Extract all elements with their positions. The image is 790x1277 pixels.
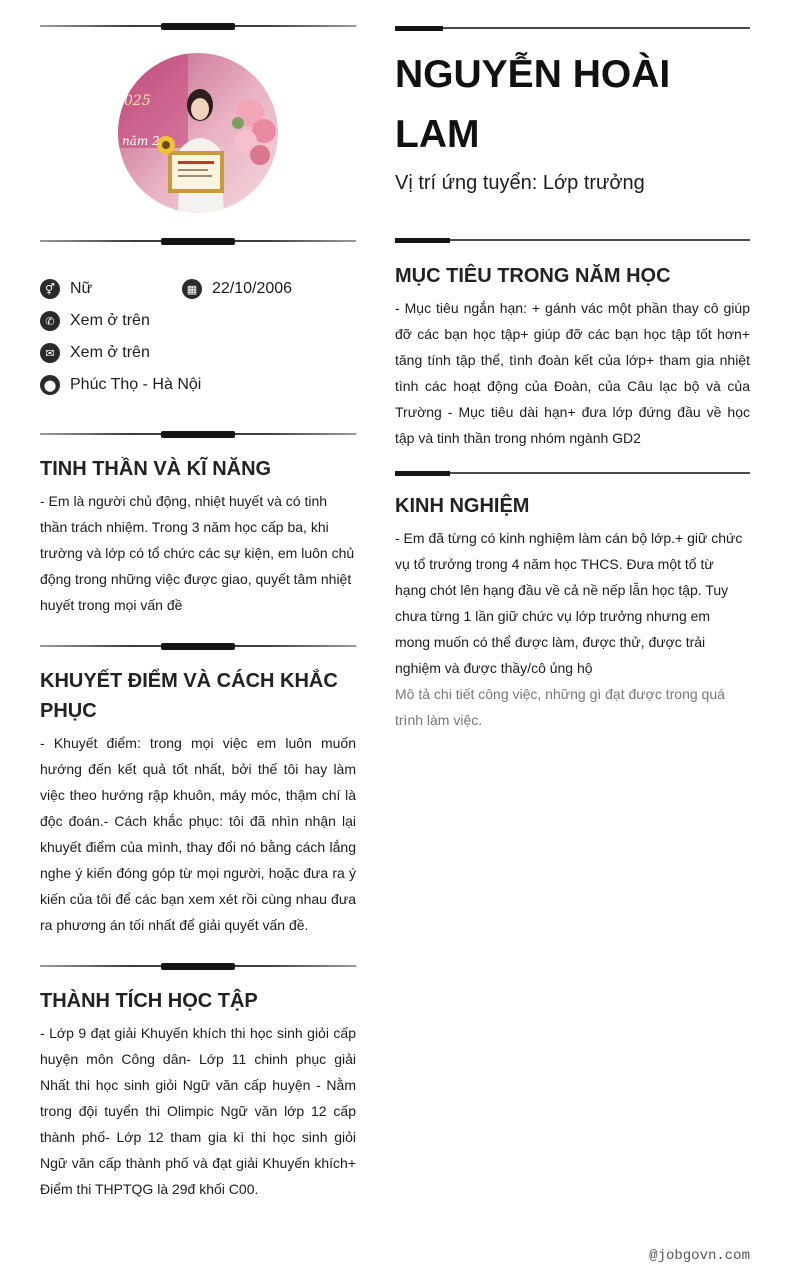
gender-icon: ⚥ — [40, 279, 60, 299]
address-value: Phúc Thọ - Hà Nội — [70, 376, 202, 393]
svg-text:năm 2: năm 2 — [122, 134, 160, 148]
goals-title: MỤC TIÊU TRONG NĂM HỌC — [395, 265, 671, 287]
experience-title: KINH NGHIỆM — [395, 495, 530, 517]
calendar-icon: ▦ — [182, 279, 202, 299]
weakness-title: KHUYẾT ĐIỂM VÀ CÁCH KHẮC PHỤC — [40, 670, 338, 722]
experience-placeholder: Mô tả chi tiết công việc, những gì đạt được trong quá trình làm việc. — [395, 686, 725, 728]
achievements-title: THÀNH TÍCH HỌC TẬP — [40, 990, 258, 1012]
avatar — [118, 53, 278, 213]
candidate-name: NGUYỄN HOÀI LAM — [395, 53, 671, 156]
mail-icon: ✉ — [40, 343, 60, 363]
location-icon: ⬤ — [40, 375, 60, 395]
section-divider — [40, 963, 356, 970]
section-divider — [395, 471, 750, 476]
footer-watermark: @jobgovn.com — [649, 1248, 750, 1264]
birthday-value: 22/10/2006 — [212, 280, 293, 297]
section-divider — [40, 643, 356, 650]
weakness-body: - Khuyết điểm: trong mọi việc em luôn muốn hướng đến kết quả tốt nhất, bởi thế tôi hay làm việc theo hướng rập khuôn, máy móc, thậm chí là độc đoán.- Cách khắc phục: tôi đã nhìn nhận lại khuyết điểm của mình, thay đổi nó bằng cách lắng nghe ý kiến đóng góp từ mọi người, hoặc đưa ra ý kiến của tôi để các bạn xem xét rồi cùng nhau đưa ra phương án tối nhất để giải quyết vấn đề. — [40, 735, 356, 933]
experience-body: - Em đã từng có kinh nghiệm làm cán bộ lớp.+ giữ chức vụ tổ trưởng trong 4 năm học THCS. Đưa một tổ từ hạng chót lên hạng đầu về cả nề nếp lẫn học tập. Tuy chưa từng 1 lần giữ chức vụ lớp trưởng nhưng em mong muốn có thể được làm, được thử, được trải nghiệm và được thầy/cô ủng hộ — [395, 530, 743, 676]
phone-row — [40, 311, 150, 331]
gender-value: Nữ — [70, 280, 93, 297]
skills-body: - Em là người chủ động, nhiệt huyết và có tinh thần trách nhiệm. Trong 3 năm học cấp ba, khi trường và lớp có tổ chức các sự kiện, em luôn chủ động trong những việc được giao, quyết tâm nhiệt huyết trong mọi vấn đề — [40, 493, 355, 613]
phone-value: Xem ở trên — [70, 312, 150, 329]
svg-text:025: 025 — [124, 93, 151, 109]
position-label: Vị trí ứng tuyển: Lớp trưởng — [395, 172, 645, 194]
avatar-photo — [118, 53, 278, 213]
section-divider — [40, 431, 356, 438]
email-row — [40, 343, 150, 363]
phone-icon: ✆ — [40, 311, 60, 331]
section-divider — [395, 238, 750, 243]
address-row — [40, 375, 201, 395]
goals-body: - Mục tiêu ngắn hạn: + gánh vác một phần thay cô giúp đỡ các bạn học tập+ giúp đỡ các bạn học tập tốt hơn+ tăng tính tập thể, tình đoàn kết của lớp+ tham gia nhiệt tình các hoạt động của Đoàn, của Câu lạc bộ và của Trường - Mục tiêu dài hạn+ đưa lớp đứng đầu về học tập và tinh thần trong nhóm ngành GD2 — [395, 300, 750, 446]
section-divider — [40, 23, 356, 30]
gender-row — [40, 279, 92, 299]
skills-title: TINH THẦN VÀ KĨ NĂNG — [40, 458, 272, 480]
section-divider — [40, 238, 356, 245]
birthday-row — [182, 279, 292, 299]
achievements-body: - Lớp 9 đạt giải Khuyến khích thi học sinh giỏi cấp huyện môn Công dân- Lớp 11 chinh phục giải Nhất thi học sinh giỏi Ngữ văn cấp huyện - Nằm trong đội tuyển thi Olimpic Ngữ văn lớp 12 cấp thành phố- Lớp 12 tham gia kì thi học sinh giỏi Ngữ văn cấp thành phố và đạt giải Khuyến khích+ Điểm thi THPTQG là 29đ khối C00. — [40, 1025, 356, 1197]
email-value: Xem ở trên — [70, 344, 150, 361]
section-divider — [395, 26, 750, 31]
